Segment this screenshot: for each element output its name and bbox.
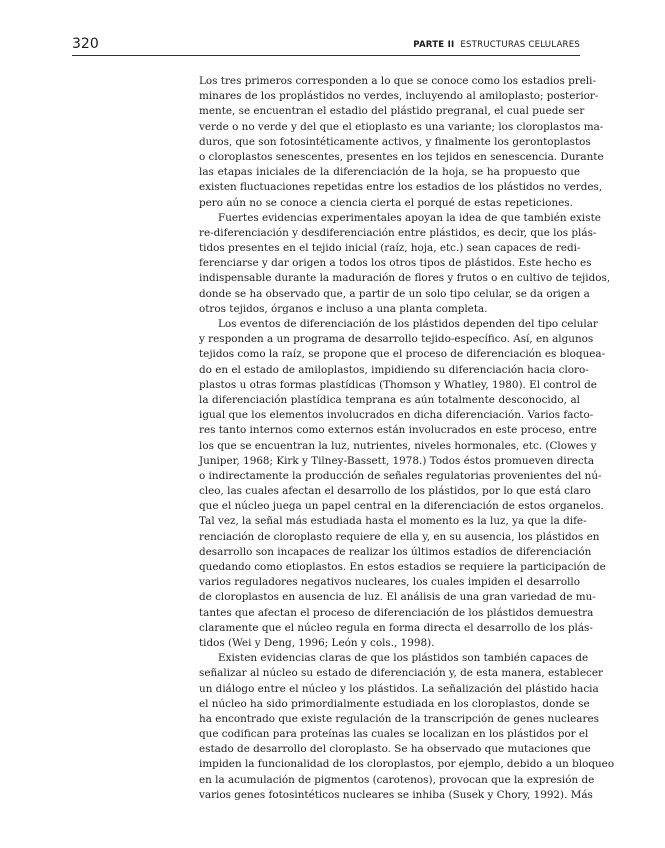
text-line: Los tres primeros corresponden a lo que se conoce como los estadios preli- (199, 75, 597, 87)
text-line: claramente que el núcleo regula en forma directa el desarrollo de los plás- (199, 621, 593, 634)
text-line: do en el estado de amiloplastos, impidiendo su diferenciación hacia cloro- (199, 363, 589, 376)
text-line: Existen evidencias claras de que los plástidos son también capaces de (218, 652, 589, 665)
text-line: señalizar al núcleo su estado de diferenciación y, de esta manera, establecer (199, 667, 603, 680)
text-line: el núcleo ha sido primordialmente estudiada en los cloroplastos, donde se (199, 697, 590, 710)
text-line: que codifican para proteínas las cuales se localizan en los plástidos por el (199, 728, 589, 741)
paragraph (199, 211, 611, 317)
text-line: verde o no verde y del que el etioplasto es una variante; los cloroplastos ma- (199, 120, 604, 133)
text-line: tidos presentes en el tejido inicial (raíz, hoja, etc.) sean capaces de redi- (199, 242, 581, 255)
text-line: re-diferenciación y desdiferenciación entre plástidos, es decir, que los plás- (199, 226, 597, 239)
section-title: ESTRUCTURAS CELULARES (460, 40, 580, 50)
text-line: varios genes fotosintéticos nucleares se inhiba (Susek y Chory, 1992). Más (199, 788, 593, 801)
paragraph (199, 317, 606, 651)
text-line: un diálogo entre el núcleo y los plástidos. La señalización del plástido hacia (199, 682, 599, 695)
text-line: o indirectamente la producción de señales regulatorias provenientes del nú- (199, 469, 602, 482)
text-line: ferenciarse y dar origen a todos los otros tipos de plástidos. Este hecho es (199, 257, 592, 270)
text-line: en la acumulación de pigmentos (carotenos), provocan que la expresión de (199, 773, 595, 786)
text-line: tidos (Wei y Deng, 1996; León y cols., 1998). (199, 636, 435, 649)
text-line: duros, que son fotosintéticamente activos, y finalmente los gerontoplastos (199, 135, 591, 148)
text-line: otros tejidos, órganos e incluso a una planta completa. (199, 302, 488, 315)
text-line: indispensable durante la maduración de flores y frutos o en cultivo de tejidos, (199, 272, 611, 285)
text-line: que el núcleo juega un papel central en la diferenciación de estos organelos. (199, 500, 604, 513)
text-line: desarrollo son incapaces de realizar los últimos estadios de diferenciación (199, 545, 592, 558)
text-line: existen fluctuaciones repetidas entre los estadios de los plástidos no verdes, (199, 181, 603, 194)
text-line: tejidos como la raíz, se propone que el proceso de diferenciación es bloquea- (199, 348, 606, 361)
text-line: los que se encuentran la luz, nutrientes, niveles hormonales, etc. (Clowes y (199, 439, 597, 452)
text-line: varios reguladores negativos nucleares, los cuales impiden el desarrollo (199, 576, 580, 589)
page-number: 320 (72, 36, 99, 52)
text-line: donde se ha observado que, a partir de un solo tipo celular, se da origen a (199, 287, 590, 300)
text-line: la diferenciación plastídica temprana es aún totalmente desconocido, al (199, 393, 580, 406)
text-line: ha encontrado que existe regulación de la transcripción de genes nucleares (199, 712, 599, 725)
text-line: Los eventos de diferenciación de los plástidos dependen del tipo celular (218, 318, 598, 330)
paragraph (199, 651, 615, 803)
text-line: y responden a un programa de desarrollo tejido-específico. Así, en algunos (199, 333, 594, 346)
text-line: mente, se encuentran el estadio del plástido pregranal, el cual puede ser (199, 105, 585, 118)
text-line: igual que los elementos involucrados en dicha diferenciación. Varios facto- (199, 409, 594, 422)
header-rule (72, 55, 580, 56)
text-line: plastos u otras formas plastídicas (Thomson y Whatley, 1980). El control de (199, 378, 597, 391)
text-line: tantes que afectan el proceso de diferenciación de los plástidos demuestra (199, 606, 594, 619)
text-line: estado de desarrollo del cloroplasto. Se ha observado que mutaciones que (199, 743, 591, 756)
text-line: minares de los proplástidos no verdes, incluyendo al amiloplasto; posterior- (199, 90, 599, 103)
text-line: quedando como etioplastos. En estos estadios se requiere la participación de (199, 561, 606, 573)
text-line: de cloroplastos en ausencia de luz. El análisis de una gran variedad de mu- (199, 591, 596, 604)
running-head (413, 40, 580, 50)
text-line: pero aún no se conoce a ciencia cierta el porqué de estas repeticiones. (199, 196, 573, 209)
text-line: cleo, las cuales afectan el desarrollo de los plástidos, por lo que está claro (199, 485, 591, 498)
text-line: Tal vez, la señal más estudiada hasta el momento es la luz, ya que la dife- (199, 515, 587, 528)
text-line: Fuertes evidencias experimentales apoyan la idea de que también existe (218, 211, 601, 224)
text-line: res tanto internos como externos están involucrados en este proceso, entre (199, 424, 597, 437)
text-line: Juniper, 1968; Kirk y Tilney-Bassett, 1978.) Todos éstos promueven directa (199, 454, 595, 467)
text-line: o cloroplastos senescentes, presentes en los tejidos en senescencia. Durante (199, 150, 604, 163)
text-line: impiden la funcionalidad de los cloroplastos, por ejemplo, debido a un bloqueo (199, 758, 615, 771)
body-text (199, 74, 615, 803)
text-line: renciación de cloroplasto requiere de ella y, en su ausencia, los plástidos en (199, 530, 600, 543)
paragraph (199, 74, 604, 211)
part-label: PARTE II (413, 40, 455, 50)
text-line: las etapas iniciales de la diferenciación de la hoja, se ha propuesto que (199, 166, 580, 179)
